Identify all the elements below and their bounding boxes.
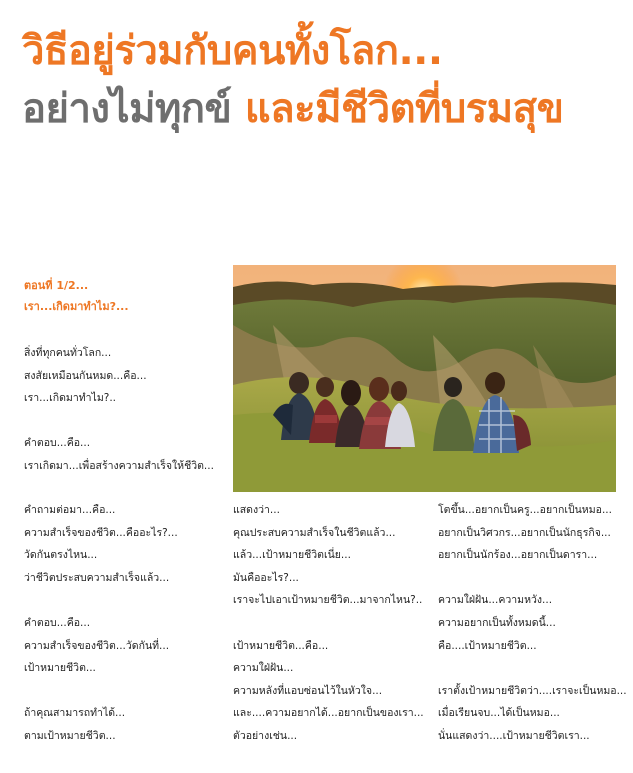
column-2-line: แสดงว่า... <box>233 504 280 516</box>
column-1-line: วัดกันตรงไหน... <box>24 549 98 562</box>
column-3-line: ความใฝ่ฝัน...ความหวัง... <box>438 594 553 607</box>
intro-line: คำตอบ...คือ... <box>24 437 91 450</box>
hero-photo <box>233 265 616 492</box>
title-line-2-orange: และมีชีวิตที่บรมสุข <box>244 86 564 132</box>
column-2-line: ตัวอย่างเช่น... <box>233 729 298 742</box>
title-line-1: วิธีอยู่ร่วมกับคนทั้งโลก... <box>22 28 443 74</box>
column-3-line: เราตั้งเป้าหมายชีวิตว่า....เราจะเป็นหมอ... <box>438 684 627 697</box>
episode-label: ตอนที่ 1/2... <box>24 279 89 292</box>
column-1-line: ความสำเร็จของชีวิต...คืออะไร?... <box>24 526 178 539</box>
intro-line: เรา...เกิดมาทำไม?.. <box>24 392 116 405</box>
intro-line: เราเกิดมา...เพื่อสร้างความสำเร็จให้ชีวิต... <box>24 459 214 472</box>
title-block <box>22 22 622 138</box>
column-2-line: มันคืออะไร?... <box>233 571 299 584</box>
column-3-line: ความอยากเป็นทั้งหมดนี้... <box>438 616 556 629</box>
title-line-2-gray: อย่างไม่ทุกข์ <box>22 86 232 132</box>
intro-column <box>24 342 214 478</box>
title-line-2 <box>22 80 622 138</box>
column-1-line: ความสำเร็จของชีวิต...วัดกันที่... <box>24 639 170 652</box>
column-2-line: และ....ความอยากได้...อยากเป็นของเรา... <box>233 707 424 720</box>
column-1-line <box>24 589 178 612</box>
column-2-line: ความใฝ่ฝัน... <box>233 662 294 675</box>
episode-subtitle: เรา...เกิดมาทำไม?... <box>24 300 129 313</box>
intro-line <box>24 410 214 433</box>
text-column-1 <box>24 499 178 748</box>
column-3-line <box>438 657 627 680</box>
column-3-line: โตขึ้น...อยากเป็นครู...อยากเป็นหมอ... <box>438 504 612 516</box>
episode-heading <box>24 275 129 317</box>
intro-line: สิ่งที่ทุกคนทั่วโลก... <box>24 347 112 359</box>
column-2-line: แล้ว...เป้าหมายชีวิตเนี่ย... <box>233 549 351 562</box>
column-2-line: เป้าหมายชีวิต...คือ... <box>233 639 329 652</box>
column-2-line: ความหลังที่แอบซ่อนไว้ในหัวใจ... <box>233 684 383 697</box>
column-3-line <box>438 567 627 590</box>
intro-line: สงสัยเหมือนกันหมด...คือ... <box>24 369 147 382</box>
text-column-2 <box>233 499 424 748</box>
column-2-line: คุณประสบความสำเร็จในชีวิตแล้ว... <box>233 526 396 539</box>
column-3-line: นั่นแสดงว่า....เป้าหมายชีวิตเรา... <box>438 729 590 742</box>
column-1-line: ถ้าคุณสามารถทำได้... <box>24 707 126 720</box>
text-column-3 <box>438 499 627 748</box>
column-1-line: ว่าชีวิตประสบความสำเร็จแล้ว... <box>24 571 170 584</box>
column-3-line: เมื่อเรียนจบ...ได้เป็นหมอ... <box>438 707 560 720</box>
friends-sunset-photo <box>233 265 616 492</box>
column-3-line: คือ....เป้าหมายชีวิต... <box>438 639 537 652</box>
column-1-line: คำตอบ...คือ... <box>24 616 91 629</box>
column-2-line: เราจะไปเอาเป้าหมายชีวิต...มาจากไหน?.. <box>233 594 423 607</box>
column-1-line: เป้าหมายชีวิต... <box>24 662 96 675</box>
column-3-line: อยากเป็นนักร้อง...อยากเป็นดารา... <box>438 549 598 562</box>
column-1-line <box>24 680 178 703</box>
column-1-line: ตามเป้าหมายชีวิต... <box>24 729 116 742</box>
column-2-line <box>233 612 424 635</box>
column-1-line: คำถามต่อมา...คือ... <box>24 504 116 516</box>
column-3-line: อยากเป็นวิศวกร...อยากเป็นนักธุรกิจ... <box>438 526 611 539</box>
